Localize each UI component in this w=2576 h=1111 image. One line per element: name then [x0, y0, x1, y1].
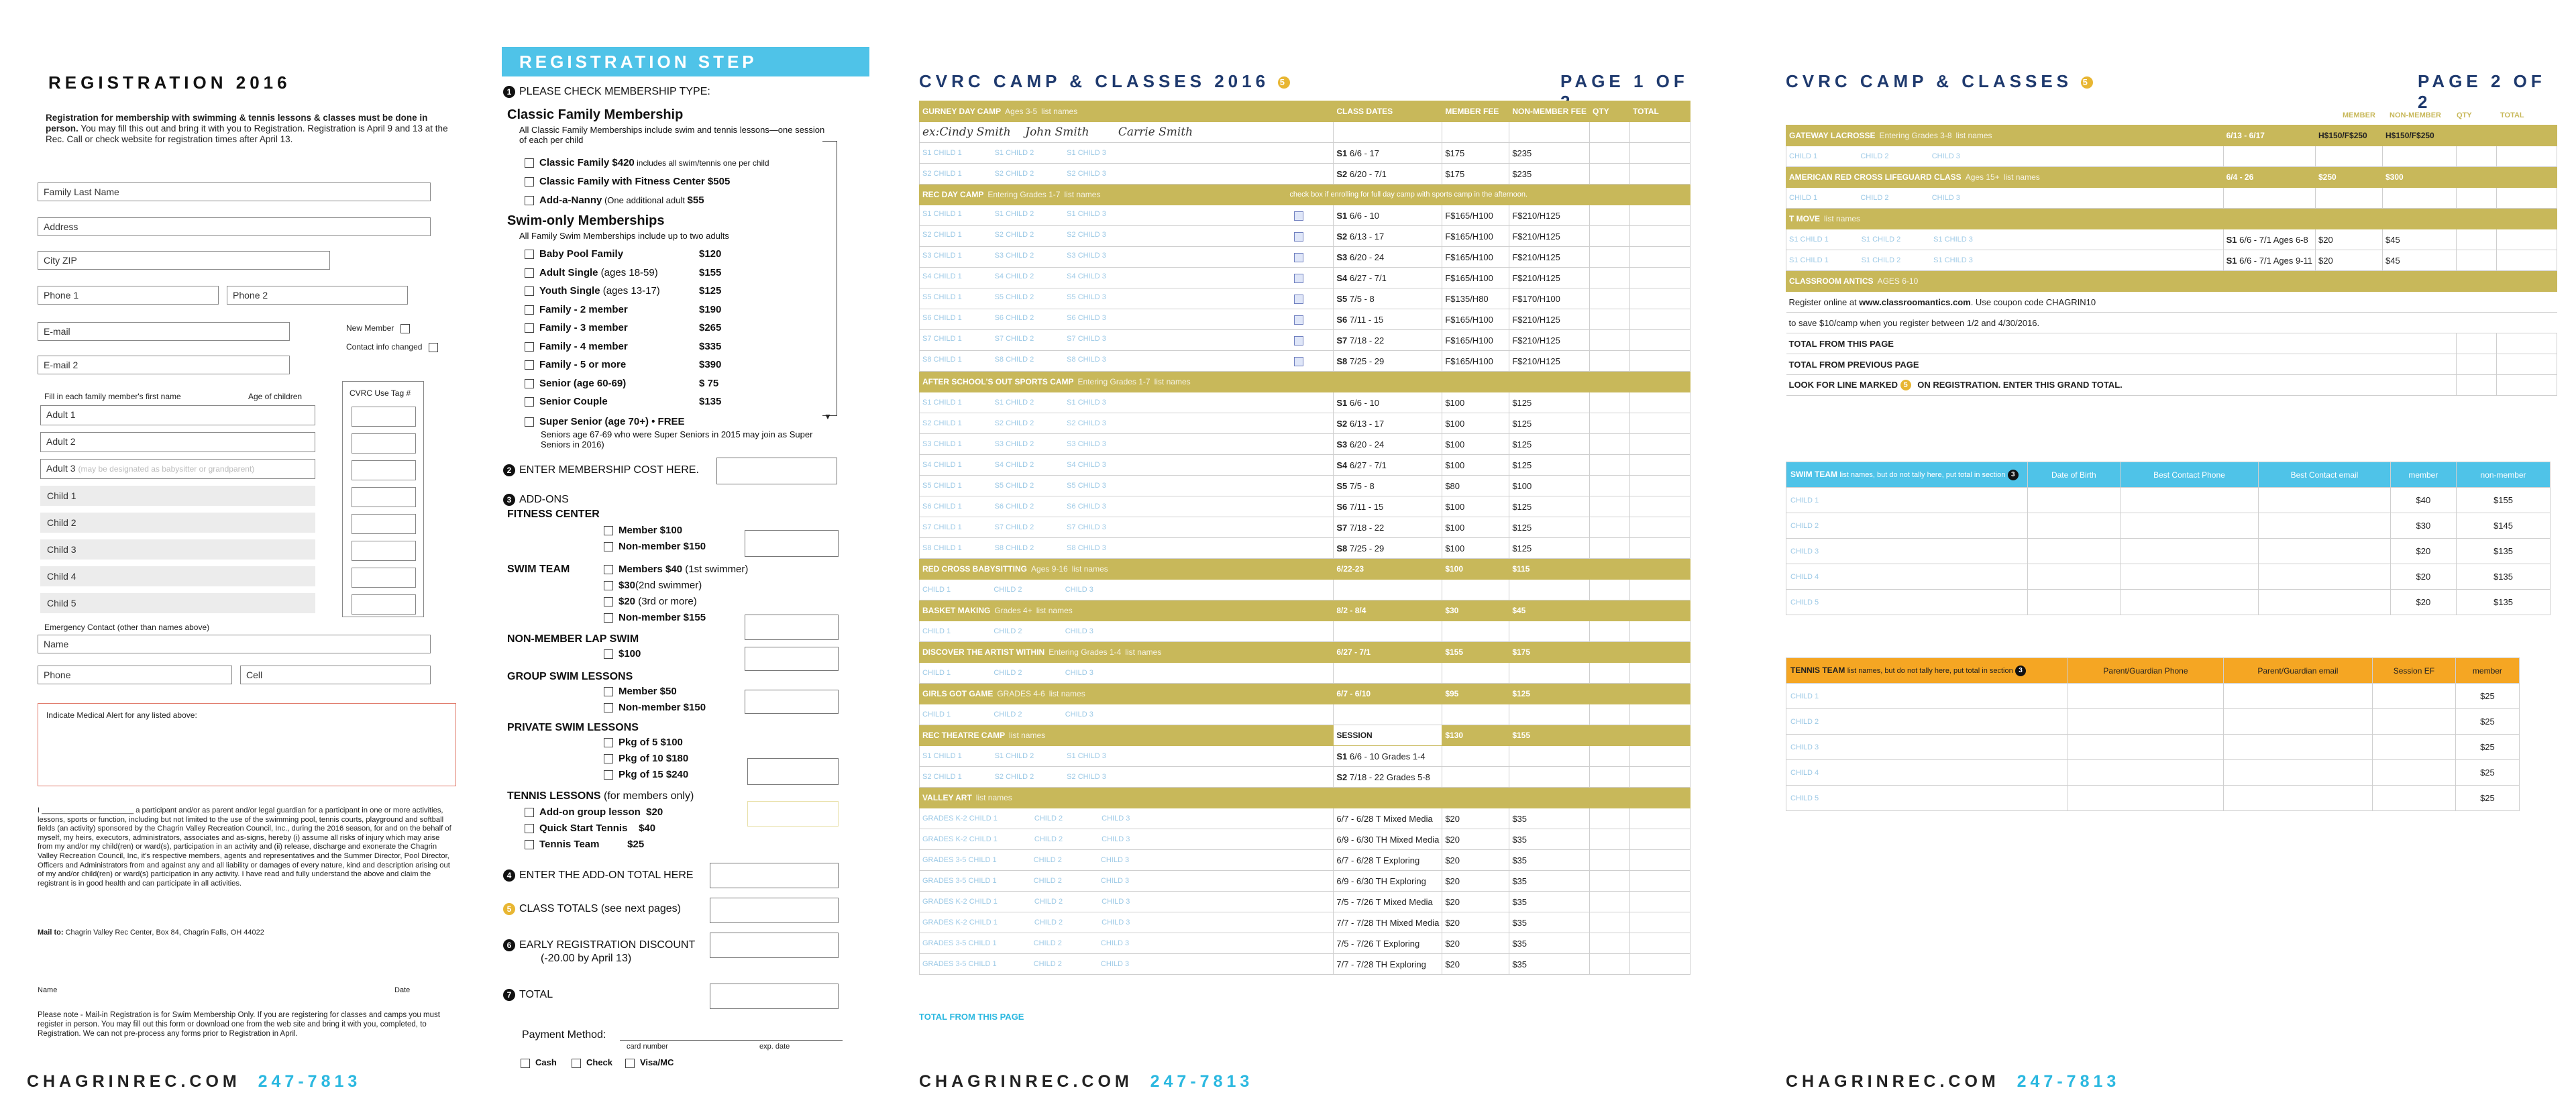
pay-check[interactable]: Check [572, 1057, 612, 1068]
page-camp-classes-1 [919, 0, 1697, 1111]
session-row: S3 CHILD 1 S3 CHILD 2 S3 CHILD 3 S3 6/20 - 24 $100 $125 [920, 434, 1690, 455]
step-2: 2 ENTER MEMBERSHIP COST HERE. [503, 464, 699, 476]
section-gurney: GURNEY DAY CAMP Ages 3-5 list names CLASS DATES MEMBER FEE NON-MEMBER FEE QTY TOTAL [920, 101, 1690, 122]
swim-header: SWIM TEAM list names, but do not tally here, put total in section 3 Date of Birth Best Contact Phone Best Contact email member non-member [1786, 462, 2551, 488]
tennis-item-1[interactable]: Add-on group lesson $20 [525, 806, 663, 818]
family-last-name-field[interactable]: Family Last Name [38, 182, 431, 201]
section-discover: DISCOVER THE ARTIST WITHIN Entering Grades 1-4 list names 6/27 - 7/1 $155 $175 [920, 642, 1690, 663]
tmove-row: S1 CHILD 1 S1 CHILD 2 S1 CHILD 3 S1 6/6 - 7/1 Ages 9-11 $20 $45 [1786, 250, 2557, 271]
total-box[interactable] [710, 984, 839, 1009]
session-row: S8 CHILD 1 S8 CHILD 2 S8 CHILD 3 S8 7/25 - 29 F$165/H100 F$210/H125 [920, 351, 1690, 372]
page-camp-classes-2: CVRC CAMP & CLASSES 5 PAGE 2 OF 2 MEMBER NON-MEMBER QTY TOTAL GATEWAY LACROSSE Entering Grades 3-8 list names 6/13 - 6/17 H$150/F$250 H$150/F$250 CHILD 1 CHILD 2 CHILD 3 AMERICAN RED CROSS LIFEGUARD CLASS Ages 15+ list names 6/4 - 26 $250 $300 CHILD 1 CHILD 2 CHILD 3 T MOVE list names S1 CHILD 1 S1 CHILD 2 S1 CHILD 3 S1 6/6 - 7/1 Ages 6-8 $20 $45 S1 CHILD 1 S1 CHILD 2 S1 CHILD 3 S1 6/6 - 7/1 Ages 9-11 $20 $45 CLASSROOM ANTICS AGES 6-10 Register online at www.classroomantics.com. Use coupon code CHAGRIN10 to save $10/camp when you register between 1/2 and 4/30/2016. TOTAL FROM THIS PAGE TOTAL FROM PREVIOUS PAGE LOOK FOR LINE MARKED 5 ON REGISTRATION. ENTER THIS GRAND TOTAL. SWIM TEAM list names, but do not tally here, put total in section 3 Date of Birth Best Contact Phone Best Contact email member non-member CHILD 1 $40 $155 CHILD 2 $30 $145 CHILD 3 $20 $135 CHILD 4 $20 $135 CHILD 5 $20 $135 TENNIS TEAM list names, but do not tally here, put total in section 3 Parent/Guardian Phone Parent/Guardian email Session EF member CHILD 1 $25 CHILD 2 $25 CHILD 3 $25 CHILD 4 $25 CHILD 5 $25 CHAGRINREC.COM 247-7813 [1786, 0, 2564, 1111]
session-row: S4 CHILD 1 S4 CHILD 2 S4 CHILD 3 S4 6/27 - 7/1 F$165/H100 F$210/H125 [920, 268, 1690, 288]
example-row: ex:Cindy Smith John Smith Carrie Smith [920, 122, 1690, 143]
session-row: S8 CHILD 1 S8 CHILD 2 S8 CHILD 3 S8 7/25 - 29 $100 $125 [920, 538, 1690, 559]
group-box[interactable] [745, 690, 839, 714]
session-row: S7 CHILD 1 S7 CHILD 2 S7 CHILD 3 S7 7/18 - 22 $100 $125 [920, 517, 1690, 538]
classic-item-2[interactable]: Classic Family with Fitness Center $505 [525, 176, 730, 187]
phone2-field[interactable]: Phone 2 [227, 286, 408, 305]
class-totals-box[interactable] [710, 898, 839, 923]
valley-row: GRADES K-2 CHILD 1 CHILD 2 CHILD 3 6/9 - 6/30 TH Mixed Media $20 $35 [920, 829, 1690, 850]
payment-label: Payment Method: [522, 1029, 606, 1041]
swim-item-5[interactable]: Family - 3 member $265 [525, 322, 628, 333]
step-5: 5 CLASS TOTALS (see next pages) [503, 903, 681, 915]
swim-item-6[interactable]: Family - 4 member $335 [525, 341, 628, 352]
session-row: S2 CHILD 1 S2 CHILD 2 S2 CHILD 3 S2 6/13 - 17 F$165/H100 F$210/H125 [920, 226, 1690, 247]
camp-table-1 [919, 101, 1690, 975]
valley-row: GRADES 3-5 CHILD 1 CHILD 2 CHILD 3 6/7 - 6/28 T Exploring $20 $35 [920, 850, 1690, 871]
full-day-checkbox[interactable] [1294, 357, 1303, 366]
section-valley: VALLEY ART list names [920, 788, 1690, 808]
address-field[interactable]: Address [38, 217, 431, 236]
page-number-2: PAGE 2 OF 2 [2418, 71, 2546, 112]
tag-box-3[interactable] [352, 460, 416, 480]
tennis-row: CHILD 4 $25 [1786, 760, 2520, 786]
email-field[interactable]: E-mail [38, 322, 290, 341]
tmove-row: S1 CHILD 1 S1 CHILD 2 S1 CHILD 3 S1 6/6 - 7/1 Ages 6-8 $20 $45 [1786, 229, 2557, 250]
fit-item-2[interactable]: Non-member $150 [604, 541, 706, 552]
section-tmove: T MOVE list names [1786, 209, 2557, 229]
super-senior[interactable]: Super Senior (age 70+) • FREE [525, 416, 685, 427]
valley-row: GRADES K-2 CHILD 1 CHILD 2 CHILD 3 7/5 - 7/26 T Mixed Media $20 $35 [920, 892, 1690, 912]
tag-box-5[interactable] [352, 514, 416, 534]
full-day-checkbox[interactable] [1294, 295, 1303, 304]
camp-table-2 [1786, 125, 2557, 396]
age-children-label: Age of children [248, 392, 303, 401]
step-header: REGISTRATION STEP [502, 47, 869, 76]
pay-visa[interactable]: Visa/MC [625, 1057, 674, 1068]
fitness-box[interactable] [745, 530, 839, 557]
theatre-row: S1 CHILD 1 S1 CHILD 2 S1 CHILD 3 S1 6/6 - 10 Grades 1-4 [920, 746, 1690, 767]
lap-title: NON-MEMBER LAP SWIM [507, 633, 639, 645]
total-prev-page: TOTAL FROM PREVIOUS PAGE [1786, 354, 2557, 375]
exp-label: exp. date [759, 1043, 790, 1051]
new-member-label: New Member [346, 323, 415, 333]
swim-team-table [1786, 462, 2551, 615]
session-row: S5 CHILD 1 S5 CHILD 2 S5 CHILD 3 S5 7/5 - 8 F$135/H80 F$170/H100 [920, 288, 1690, 309]
fitness-title: FITNESS CENTER [507, 509, 600, 520]
tennis-row: CHILD 3 $25 [1786, 735, 2520, 760]
section-recday: REC DAY CAMP Entering Grades 1-7 list names check box if enrolling for full day camp with sports camp in the afternoon. [920, 184, 1690, 205]
tennis-row: CHILD 5 $25 [1786, 786, 2520, 811]
emergency-name-field[interactable]: Name [38, 635, 431, 653]
child-row: CHILD 1 CHILD 2 CHILD 3 [1786, 188, 2557, 209]
contact-changed-label: Contact info changed [346, 342, 443, 352]
tennis-header: TENNIS TEAM list names, but do not tally here, put total in section 3 Parent/Guardian Phone Parent/Guardian email Session EF member [1786, 658, 2520, 684]
full-day-checkbox[interactable] [1294, 315, 1303, 325]
section-antics: CLASSROOM ANTICS AGES 6-10 [1786, 271, 2557, 292]
classic-item-1[interactable]: Classic Family $420 includes all swim/tennis one per child [525, 157, 769, 168]
swim-item-4[interactable]: Family - 2 member $190 [525, 304, 628, 315]
session-row: S1 CHILD 1 S1 CHILD 2 S1 CHILD 3 S1 6/6 - 10 F$165/H100 F$210/H125 [920, 205, 1690, 226]
section-theatre: REC THEATRE CAMP list names SESSION $130 $155 [920, 725, 1690, 746]
mail-to: Mail to: Chagrin Valley Rec Center, Box 84, Chagrin Falls, OH 44022 [38, 929, 264, 937]
session-row: S6 CHILD 1 S6 CHILD 2 S6 CHILD 3 S6 7/11 - 15 $100 $125 [920, 496, 1690, 517]
tag-box-7[interactable] [352, 568, 416, 588]
private-title: PRIVATE SWIM LESSONS [507, 722, 639, 733]
mail-note: Please note - Mail-in Registration is for Swim Membership Only. If you are registering for classes and camps you must register in person. You may fill out this form or download one from the web site and bring it with you, completed, to Registration. We can not pre-process any forms prior to Registration in April. [38, 1011, 440, 1038]
classic-desc: All Classic Family Memberships include swim and tennis lessons—one session of each per child [519, 125, 825, 145]
step-1: 1 PLEASE CHECK MEMBERSHIP TYPE: [503, 86, 710, 98]
valley-row: GRADES 3-5 CHILD 1 CHILD 2 CHILD 3 7/5 - 7/26 T Exploring $20 $35 [920, 933, 1690, 954]
card-line[interactable] [620, 1040, 843, 1041]
step-6b: (-20.00 by April 13) [541, 953, 632, 964]
fit-item-1[interactable]: Member $100 [604, 525, 682, 536]
swim-desc: All Family Swim Memberships include up to two adults [519, 231, 729, 241]
tennis-row: CHILD 1 $25 [1786, 684, 2520, 709]
tag-box-1[interactable] [352, 407, 416, 427]
child-row: CHILD 1 CHILD 2 CHILD 3 [1786, 146, 2557, 167]
session-row: S7 CHILD 1 S7 CHILD 2 S7 CHILD 3 S7 7/18 - 22 F$165/H100 F$210/H125 [920, 330, 1690, 351]
gurney-row: S1 CHILD 1 S1 CHILD 2 S1 CHILD 3 S1 6/6 - 17 $175 $235 [920, 143, 1690, 164]
valley-row: GRADES 3-5 CHILD 1 CHILD 2 CHILD 3 7/7 - 7/28 TH Exploring $20 $35 [920, 954, 1690, 975]
contact-changed-checkbox[interactable] [429, 343, 438, 352]
footer-4: CHAGRINREC.COM 247-7813 [1786, 1072, 2121, 1091]
group-title: GROUP SWIM LESSONS [507, 671, 633, 682]
emergency-label: Emergency Contact (other than names above) [44, 623, 210, 632]
session-row: S5 CHILD 1 S5 CHILD 2 S5 CHILD 3 S5 7/5 - 8 $80 $100 [920, 476, 1690, 496]
swim-team-box[interactable] [745, 615, 839, 640]
page-registration [27, 0, 456, 1111]
super-senior-note: Seniors age 67-69 who were Super Seniors in 2015 may join as Super Seniors in 2016) [541, 429, 813, 449]
child-row: CHILD 1 CHILD 2 CHILD 3 [920, 663, 1690, 684]
valley-row: GRADES 3-5 CHILD 1 CHILD 2 CHILD 3 6/9 - 6/30 TH Exploring $20 $35 [920, 871, 1690, 892]
swim-item-3[interactable]: Youth Single (ages 13-17) $125 [525, 285, 660, 297]
swim-row: CHILD 2 $30 $145 [1786, 513, 2551, 539]
member-adult2[interactable]: Adult 2 [40, 432, 315, 452]
tennis-item-3[interactable]: Tennis Team $25 [525, 839, 644, 850]
group-item-1[interactable]: Member $50 [604, 686, 677, 697]
child-row: CHILD 1 CHILD 2 CHILD 3 [920, 580, 1690, 600]
private-item-3[interactable]: Pkg of 15 $240 [604, 769, 688, 780]
tag-box-6[interactable] [352, 541, 416, 561]
full-day-checkbox[interactable] [1294, 274, 1303, 283]
private-item-1[interactable]: Pkg of 5 $100 [604, 737, 683, 748]
city-zip-field[interactable]: City ZIP [38, 251, 330, 270]
footer-3: CHAGRINREC.COM 247-7813 [919, 1072, 1254, 1091]
tennis-title: TENNIS LESSONS (for members only) [507, 790, 694, 802]
swim-row: CHILD 5 $20 $135 [1786, 590, 2551, 615]
member-adult3[interactable]: Adult 3 (may be designated as babysitter or grandparent) [40, 459, 315, 479]
st-item-4[interactable]: Non-member $155 [604, 612, 706, 623]
full-day-checkbox[interactable] [1294, 232, 1303, 242]
gurney-row: S2 CHILD 1 S2 CHILD 2 S2 CHILD 3 S2 6/20 - 7/1 $175 $235 [920, 164, 1690, 184]
member-child5[interactable]: Child 5 [40, 593, 315, 613]
step-3: 3 ADD-ONS [503, 494, 569, 506]
swim-title: Swim-only Memberships [507, 213, 665, 228]
cvrc-tag-box: CVRC Use Tag # [342, 381, 424, 617]
session-row: S1 CHILD 1 S1 CHILD 2 S1 CHILD 3 S1 6/6 - 10 $100 $125 [920, 392, 1690, 413]
classic-item-3[interactable]: Add-a-Nanny (One additional adult $55 [525, 195, 704, 206]
swim-item-8[interactable]: Senior (age 60-69) $ 75 [525, 378, 626, 389]
member-adult1[interactable]: Adult 1 [40, 405, 315, 425]
tag-box-4[interactable] [352, 487, 416, 507]
camp-title-2: CVRC CAMP & CLASSES 5 [1786, 71, 2097, 92]
group-item-2[interactable]: Non-member $150 [604, 702, 706, 713]
tennis-item-2[interactable]: Quick Start Tennis $40 [525, 823, 655, 834]
emergency-phone-field[interactable]: Phone [38, 666, 232, 684]
swim-item-2[interactable]: Adult Single (ages 18-59) $155 [525, 267, 658, 278]
emergency-cell-field[interactable]: Cell [240, 666, 431, 684]
session-row: S2 CHILD 1 S2 CHILD 2 S2 CHILD 3 S2 6/13 - 17 $100 $125 [920, 413, 1690, 434]
section-lacrosse: GATEWAY LACROSSE Entering Grades 3-8 list names 6/13 - 6/17 H$150/F$250 H$150/F$250 [1786, 125, 2557, 146]
signature-name-label: Name [38, 986, 58, 994]
tennis-box[interactable] [747, 801, 839, 827]
private-item-2[interactable]: Pkg of 10 $180 [604, 753, 688, 764]
new-member-checkbox[interactable] [400, 324, 410, 333]
camp-title-1: CVRC CAMP & CLASSES 2016 5 [919, 71, 1294, 92]
full-day-checkbox[interactable] [1294, 253, 1303, 262]
addon-total-box[interactable] [710, 863, 839, 888]
theatre-row: S2 CHILD 1 S2 CHILD 2 S2 CHILD 3 S2 7/18 - 22 Grades 5-8 [920, 767, 1690, 788]
lap-item-1[interactable]: $100 [604, 648, 641, 659]
tennis-team-table [1786, 657, 2520, 811]
grand-total: LOOK FOR LINE MARKED 5 ON REGISTRATION. ENTER THIS GRAND TOTAL. [1786, 375, 2557, 396]
st-item-3[interactable]: $20 (3rd or more) [604, 596, 697, 607]
swim-row: CHILD 3 $20 $135 [1786, 539, 2551, 564]
section-lifeguard: AMERICAN RED CROSS LIFEGUARD CLASS Ages 15+ list names 6/4 - 26 $250 $300 [1786, 167, 2557, 188]
classic-title: Classic Family Membership [507, 107, 684, 122]
phone1-field[interactable]: Phone 1 [38, 286, 219, 305]
swim-row: CHILD 1 $40 $155 [1786, 488, 2551, 513]
member-child2[interactable]: Child 2 [40, 513, 315, 533]
swim-item-9[interactable]: Senior Couple $135 [525, 396, 608, 407]
section-basket: BASKET MAKING Grades 4+ list names 8/2 - 8/4 $30 $45 [920, 600, 1690, 621]
footer: CHAGRINREC.COM 247-7813 [27, 1072, 362, 1091]
arrow-1: ▼ [824, 412, 832, 421]
tag-box-8[interactable] [352, 594, 416, 615]
section-after: AFTER SCHOOL'S OUT SPORTS CAMP Entering Grades 1-7 list names [920, 372, 1690, 392]
member-child3[interactable]: Child 3 [40, 539, 315, 560]
card-label: card number [627, 1043, 668, 1051]
section-girls: GIRLS GOT GAME GRADES 4-6 list names 6/7 - 6/10 $95 $125 [920, 684, 1690, 704]
waiver-text: I ______________________ a participant and/or as parent and/or legal guardian for a participant in one or more activities, lessons, sports or function, including but not limited to the use of the swimming pool, tennis courts, playground and softball fields (an activity) sponsored by the Chagrin Valley Recreation Council, Inc., during the 2016 season, for and on the behalf of myself, my heirs, executors, administrators, associates and as-signs, hereby (i) assume all risks of injury which may arise from my and/or my child(ren) or ward(s), participation in an activity and (ii) release, discharge and exonerate the Chagrin Valley Recreation Council, Inc, it's respective members, agents and representatives and the Summer Director, Pool Director, Officers and Administrators from and against any and all liability or damages of every nature, kind and description arising out of my and/or child(ren) or ward(s) participation in any activity. I have read and fully understand the above and claim the registrant is in good health and can participate in all activities. [38, 806, 451, 888]
swim-team-title: SWIM TEAM [507, 564, 570, 575]
full-day-checkbox[interactable] [1294, 336, 1303, 346]
total-this-page-1: TOTAL FROM THIS PAGE [919, 1012, 1024, 1022]
member-child4[interactable]: Child 4 [40, 566, 315, 586]
pay-cash[interactable]: Cash [521, 1057, 557, 1068]
antics-line1: Register online at www.classroomantics.com. Use coupon code CHAGRIN10 [1786, 292, 2557, 313]
bracket-line [822, 141, 837, 416]
private-box[interactable] [747, 758, 839, 785]
child-row: CHILD 1 CHILD 2 CHILD 3 [920, 704, 1690, 725]
intro-text: Registration for membership with swimming & tennis lessons & classes must be done in person. You may fill this out and bring it with you to Registration. Registration is April 9 and 13 at the Rec. Call or check website for registration times after April 13. [46, 113, 448, 144]
antics-line2: to save $10/camp when you register between 1/2 and 4/30/2016. [1786, 313, 2557, 333]
email2-field[interactable]: E-mail 2 [38, 356, 290, 374]
full-day-checkbox[interactable] [1294, 211, 1303, 221]
tennis-row: CHILD 2 $25 [1786, 709, 2520, 735]
membership-cost-box[interactable] [716, 458, 837, 484]
session-row: S4 CHILD 1 S4 CHILD 2 S4 CHILD 3 S4 6/27 - 7/1 $100 $125 [920, 455, 1690, 476]
session-row: S3 CHILD 1 S3 CHILD 2 S3 CHILD 3 S3 6/20 - 24 F$165/H100 F$210/H125 [920, 247, 1690, 268]
section-redcross: RED CROSS BABYSITTING Ages 9-16 list names 6/22-23 $100 $115 [920, 559, 1690, 580]
swim-item-7[interactable]: Family - 5 or more $390 [525, 359, 626, 370]
valley-row: GRADES K-2 CHILD 1 CHILD 2 CHILD 3 7/7 - 7/28 TH Mixed Media $20 $35 [920, 912, 1690, 933]
session-row: S6 CHILD 1 S6 CHILD 2 S6 CHILD 3 S6 7/11 - 15 F$165/H100 F$210/H125 [920, 309, 1690, 330]
page-title: REGISTRATION 2016 [48, 72, 291, 93]
fill-in-label: Fill in each family member's first name [44, 392, 181, 401]
page-number-1: PAGE 1 OF [1560, 71, 1688, 91]
lap-box[interactable] [745, 647, 839, 671]
child-row: CHILD 1 CHILD 2 CHILD 3 [920, 621, 1690, 642]
swim-item-1[interactable]: Baby Pool Family $120 [525, 248, 623, 260]
step-6: 6 EARLY REGISTRATION DISCOUNT [503, 939, 695, 951]
st-item-2[interactable]: $30(2nd swimmer) [604, 580, 702, 591]
step-7: 7 TOTAL [503, 989, 553, 1001]
swim-row: CHILD 4 $20 $135 [1786, 564, 2551, 590]
tag-box-2[interactable] [352, 433, 416, 454]
signature-date-label: Date [394, 986, 411, 994]
valley-row: GRADES K-2 CHILD 1 CHILD 2 CHILD 3 6/7 - 6/28 T Mixed Media $20 $35 [920, 808, 1690, 829]
medical-alert-field[interactable]: Indicate Medical Alert for any listed above: [38, 703, 456, 786]
total-this-page: TOTAL FROM THIS PAGE [1786, 333, 2557, 354]
member-child1[interactable]: Child 1 [40, 486, 315, 506]
st-item-1[interactable]: Members $40 (1st swimmer) [604, 564, 748, 575]
page-registration-step [502, 0, 877, 1111]
discount-box[interactable] [710, 933, 839, 958]
step-4: 4 ENTER THE ADD-ON TOTAL HERE [503, 869, 694, 882]
